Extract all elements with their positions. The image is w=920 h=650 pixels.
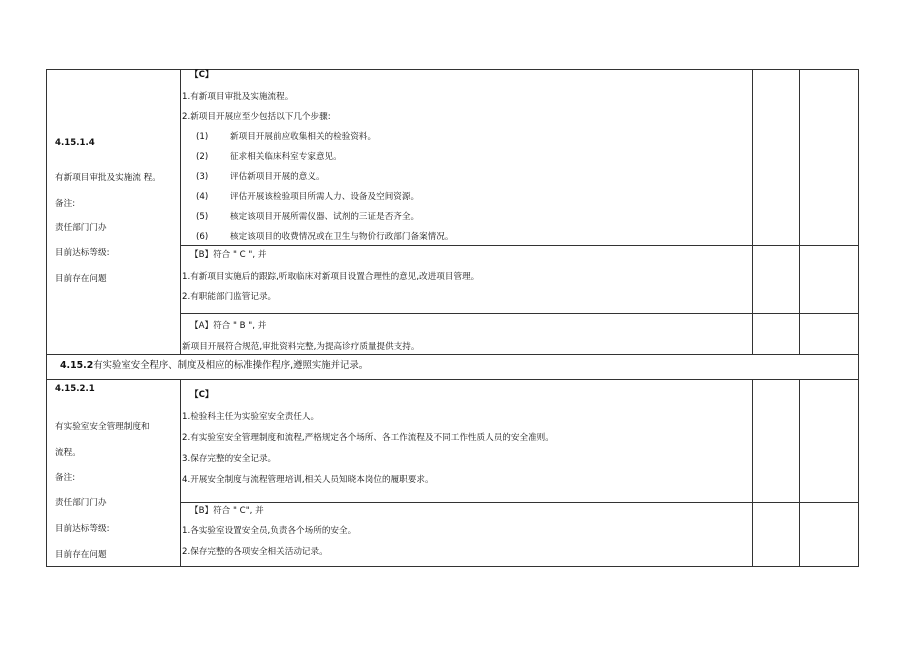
criterion-text: 4.开展安全制度与流程管理培训,相关人员知晓本岗位的履职要求。 — [182, 475, 434, 485]
table-top-border — [46, 69, 859, 70]
section-code: 4.15.2 — [60, 360, 94, 371]
step-number: (2) — [196, 152, 209, 162]
step-text: 核定该项目的收费情况或在卫生与物价行政部门备案情况。 — [230, 232, 454, 242]
criterion-text: 2.保存完整的各项安全相关活动记录。 — [182, 547, 328, 557]
section-heading — [60, 360, 368, 372]
note-label: 备注: — [55, 199, 76, 209]
row-divider-block1-end — [46, 354, 859, 355]
step-number: (4) — [196, 192, 209, 202]
criterion-text: 1.有新项目实施后的跟踪,听取临床对新项目设置合理性的意见,改进项目管理。 — [182, 272, 480, 282]
column-divider-1b — [180, 379, 181, 567]
step-number: (3) — [196, 172, 209, 182]
step-text: 新项目开展前应收集相关的检验资料。 — [230, 132, 377, 142]
column-divider-2b — [752, 379, 753, 567]
step-number: (5) — [196, 212, 209, 222]
grade-b-header: 【B】符合 " C ", 并 — [190, 250, 267, 260]
step-text: 核定该项目开展所需仪器、试剂的三证是否齐全。 — [230, 212, 420, 222]
column-divider-3b — [799, 379, 800, 567]
column-divider-3 — [799, 69, 800, 355]
step-text: 评估开展该检验项目所需人力、设备及空间资源。 — [230, 192, 420, 202]
criterion-text: 2.有实验室安全管理制度和流程,严格规定各个场所、各工作流程及不同工作性质人员的安全准则。 — [182, 433, 554, 443]
note-label: 备注: — [55, 473, 76, 483]
grade-c-header: 【C】 — [190, 70, 214, 80]
row-divider-b-a — [180, 313, 859, 314]
grade-a-header: 【A】符合 " B ", 并 — [190, 321, 267, 331]
row-divider-c-b — [180, 245, 859, 246]
grade-c-header: 【C】 — [190, 390, 214, 400]
item-title: 有新项目审批及实施流 程。 — [55, 173, 161, 183]
item-title: 有实验室安全管理制度和 — [55, 422, 150, 432]
responsible-dept: 责任部门门办 — [55, 223, 107, 233]
compliance-level-label: 目前达标等级: — [55, 248, 110, 258]
row-divider-c-b-2 — [180, 502, 859, 503]
row-divider-section-end — [46, 379, 859, 380]
criterion-text: 2.有职能部门监管记录。 — [182, 292, 277, 302]
table-bottom-border — [46, 566, 859, 567]
item-code: 4.15.1.4 — [55, 138, 95, 148]
existing-issues-label: 目前存在问题 — [55, 274, 107, 284]
column-divider-2 — [752, 69, 753, 355]
criterion-text: 2.新项目开展应至少包括以下几个步骤: — [182, 112, 331, 122]
column-divider-1 — [180, 69, 181, 355]
step-number: (1) — [196, 132, 209, 142]
step-number: (6) — [196, 232, 209, 242]
step-text: 征求相关临床科室专家意见。 — [230, 152, 342, 162]
criterion-text: 1.各实验室设置安全员,负责各个场所的安全。 — [182, 526, 357, 536]
item-title: 流程。 — [55, 448, 81, 458]
standards-table — [46, 69, 859, 567]
criterion-text: 1.检验科主任为实验室安全责任人。 — [182, 412, 320, 422]
criterion-text: 新项目开展符合规范,审批资料完整,为提高诊疗质量提供支持。 — [182, 342, 420, 352]
table-right-border — [858, 69, 859, 567]
existing-issues-label: 目前存在问题 — [55, 550, 107, 560]
criterion-text: 3.保存完整的安全记录。 — [182, 454, 277, 464]
compliance-level-label: 目前达标等级: — [55, 524, 110, 534]
section-text: 有实验室安全程序、制度及相应的标准操作程序,遵照实施并记录。 — [93, 360, 369, 371]
step-text: 评估新项目开展的意义。 — [230, 172, 325, 182]
criterion-text: 1.有新项目审批及实施流程。 — [182, 92, 294, 102]
table-left-border — [46, 69, 47, 567]
item-code: 4.15.2.1 — [55, 384, 95, 394]
responsible-dept: 责任部门门办 — [55, 498, 107, 508]
grade-b-header: 【B】符合 " C", 并 — [190, 506, 264, 516]
